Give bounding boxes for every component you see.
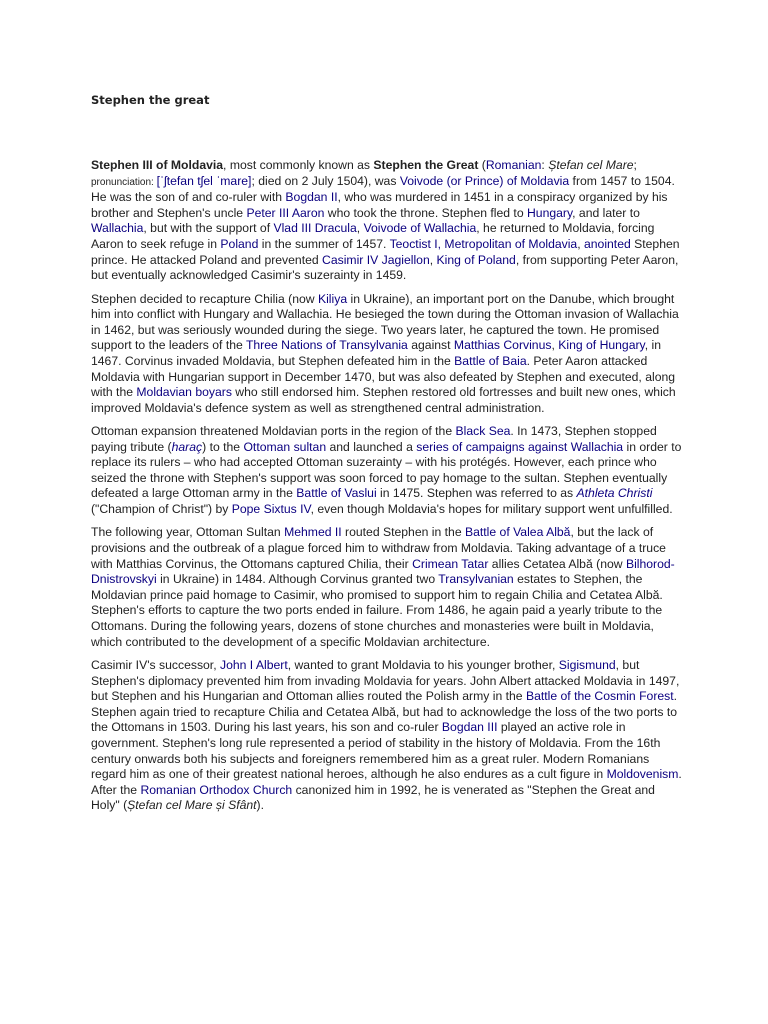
text-run: estates to Stephen, the Moldavian prince paid homage to Casimir, who promised to support him to regain Chilia and Cetatea Albă. Stephen's efforts to capture the two ports ended in failure. From 1486, he again paid a yearly tribute to the Ottomans. During the following years, dozens of stone churches and monasteries were built in Moldavia, which contributed to the development of a specific Moldavian architecture.: [91, 572, 663, 649]
text-run: , and later to: [572, 205, 640, 220]
text-run: ,: [429, 252, 437, 267]
italic-text: Ștefan cel Mare și Sfânt: [127, 798, 257, 813]
text-run: ;: [633, 158, 637, 172]
text-run: from 1457 to 1504. He was the son of and co-ruler with: [91, 173, 675, 205]
wiki-link[interactable]: Athleta Christi: [576, 486, 653, 501]
wiki-link[interactable]: Casimir IV Jagiellon: [322, 252, 430, 267]
text-run: Stephen prince. He attacked Poland and prevented: [91, 236, 680, 267]
text-run: . Stephen again tried to recapture Chilia and Cetatea Albă, but had to acknowledge the loss of the two ports to the Ottomans in 1503. During his last years, his son and co-ruler: [91, 689, 678, 735]
text-run: allies Cetatea Albă (now: [488, 556, 626, 571]
wiki-link[interactable]: Bogdan II: [285, 190, 338, 205]
italic-text: Ștefan cel Mare: [548, 158, 634, 172]
wiki-link[interactable]: Three Nations of Transylvania: [245, 338, 408, 353]
text-run: ,: [551, 338, 559, 353]
wiki-link[interactable]: Matthias Corvinus: [453, 338, 552, 353]
text-run: in order to replace its rulers – who had accepted Ottoman suzerainty – with his protégés. However, each prince who seized the throne with Stephen's support was soon forced to pay homage to the sultan. Stephen eventually defeated a large Ottoman army in the: [91, 439, 682, 501]
wiki-link[interactable]: anointed: [583, 236, 631, 251]
wiki-link[interactable]: Pope Sixtus IV: [231, 502, 311, 517]
text-run: and launched a: [326, 439, 417, 454]
wiki-link[interactable]: Kiliya: [317, 291, 348, 306]
wiki-link[interactable]: Moldavian boyars: [136, 385, 232, 400]
wiki-link[interactable]: Teoctist I, Metropolitan of Moldavia: [389, 236, 578, 251]
wiki-link[interactable]: John I Albert: [219, 658, 288, 672]
bold-text: Stephen III of Moldavia: [91, 158, 224, 172]
text-run: ,: [577, 236, 584, 251]
wiki-link[interactable]: Battle of Vaslui: [296, 486, 377, 501]
wiki-link[interactable]: Voivode of Wallachia: [363, 221, 477, 236]
paragraph: [91, 424, 683, 518]
document-title: Stephen the great: [91, 93, 210, 107]
paragraph: [91, 158, 683, 284]
pronunciation-label: pronunciation:: [91, 176, 157, 188]
bold-text: Stephen the Great: [373, 158, 479, 172]
text-run: , but with the support of: [143, 221, 274, 236]
wiki-link[interactable]: King of Poland: [436, 252, 516, 267]
paragraph: [91, 525, 683, 650]
wiki-link[interactable]: Crimean Tatar: [412, 556, 489, 571]
text-run: :: [541, 158, 549, 172]
wiki-link[interactable]: Romanian Orthodox Church: [140, 782, 293, 797]
text-run: , even though Moldavia's hopes for military support went unfulfilled.: [310, 502, 673, 517]
wiki-link[interactable]: Sigismund: [558, 658, 616, 672]
text-run: , but the lack of provisions and the outbreak of a plague forced him to withdraw from Moldavia. Taking advantage of a truce with Matthias Corvinus, the Ottomans captured Chilia, their: [91, 525, 666, 571]
wiki-link[interactable]: Moldovenism: [606, 767, 679, 782]
wiki-link[interactable]: Vlad III Dracula: [273, 221, 357, 236]
text-run: canonized him in 1992, he is venerated as "Stephen the Great and Holy" (: [91, 782, 655, 813]
wiki-link[interactable]: Bilhorod-Dnistrovskyi: [91, 556, 675, 587]
wiki-link[interactable]: [ˈʃtefan tʃel ˈmare]: [156, 173, 252, 188]
text-run: , most commonly known as: [223, 158, 374, 172]
wiki-link[interactable]: Voivode (or Prince) of Moldavia: [399, 173, 570, 188]
text-run: who still endorsed him. Stephen restored old fortresses and built new ones, which improved Moldavia's defence system as well as strengthened central administration.: [91, 385, 676, 415]
wiki-link[interactable]: King of Hungary: [558, 338, 645, 353]
text-run: . After the: [91, 767, 682, 797]
text-run: ,: [356, 221, 364, 236]
wiki-link[interactable]: Wallachia: [91, 221, 144, 236]
text-run: played an active role in government. Stephen's long rule represented a period of stability in the history of Moldavia. From the 16th century onwards both his subjects and foreigners remembered him as a great ruler. Modern Romanians regard him as one of their greatest national heroes, although he also endures as a cult figure in: [91, 720, 661, 782]
wiki-link[interactable]: Hungary: [526, 205, 573, 220]
text-run: against: [407, 338, 454, 353]
text-run: Stephen decided to recapture Chilia (now: [91, 291, 318, 306]
text-run: in Ukraine), an important port on the Danube, which brought him into conflict with Hungary and Wallachia. He besieged the town during the Ottoman invasion of Wallachia in 1462, but was seriously wounded during the siege. Two years later, he captured the town. He promised support to the leaders of the: [91, 291, 679, 353]
text-run: The following year, Ottoman Sultan: [91, 525, 285, 540]
text-run: in 1475. Stephen was referred to as: [376, 486, 577, 501]
text-run: , in 1467. Corvinus invaded Moldavia, but Stephen defeated him in the: [91, 338, 662, 368]
text-run: ).: [256, 798, 264, 813]
text-run: in the summer of 1457.: [258, 236, 390, 251]
wiki-link[interactable]: Battle of Valea Albă: [464, 525, 571, 540]
article-body: [91, 158, 683, 822]
wiki-link[interactable]: Poland: [220, 236, 259, 251]
text-run: routed Stephen in the: [341, 525, 465, 540]
wiki-link[interactable]: Ottoman sultan: [243, 439, 327, 454]
text-run: , who was murdered in 1451 in a conspiracy organized by his brother and Stephen's uncle: [91, 190, 668, 220]
paragraph: [91, 292, 683, 417]
text-run: . In 1473, Stephen stopped paying tribute (: [91, 424, 657, 454]
wiki-link[interactable]: Romanian: [485, 158, 542, 172]
text-run: . Peter Aaron attacked Moldavia with Hungarian support in December 1470, but was also defeated by Stephen and executed, along with the: [91, 353, 676, 400]
text-run: ; died on 2 July 1504), was: [251, 173, 400, 188]
text-run: , but Stephen's diplomacy prevented him from invading Moldavia for years. John Albert attacked Moldavia in 1497, but Stephen and his Hungarian and Ottoman allies routed the Polish army in the: [91, 658, 680, 704]
wiki-link[interactable]: Transylvanian: [438, 572, 514, 587]
text-run: Casimir IV's successor,: [91, 658, 220, 672]
wiki-link[interactable]: series of campaigns against Wallachia: [416, 439, 624, 454]
text-run: (: [478, 158, 486, 172]
wiki-link[interactable]: Battle of the Cosmin Forest: [525, 689, 674, 704]
text-run: Ottoman expansion threatened Moldavian ports in the region of the: [91, 424, 456, 439]
wiki-link[interactable]: Peter III Aaron: [246, 205, 325, 220]
text-run: , from supporting Peter Aaron, but eventually acknowledged Casimir's suzerainty in 1459.: [91, 252, 679, 283]
text-run: who took the throne. Stephen fled to: [324, 205, 527, 220]
text-run: ("Champion of Christ") by: [91, 502, 232, 517]
text-run: ) to the: [202, 439, 244, 454]
wiki-link[interactable]: Mehmed II: [284, 525, 342, 540]
text-run: in Ukraine) in 1484. Although Corvinus granted two: [156, 572, 439, 587]
text-run: , wanted to grant Moldavia to his younger brother,: [287, 658, 559, 672]
wiki-link[interactable]: Black Sea: [455, 424, 511, 439]
wiki-link[interactable]: Bogdan III: [441, 720, 498, 735]
text-run: , he returned to Moldavia, forcing Aaron to seek refuge in: [91, 221, 655, 251]
wiki-link[interactable]: haraç: [171, 439, 203, 454]
paragraph: [91, 658, 683, 814]
wiki-link[interactable]: Battle of Baia: [454, 353, 527, 368]
